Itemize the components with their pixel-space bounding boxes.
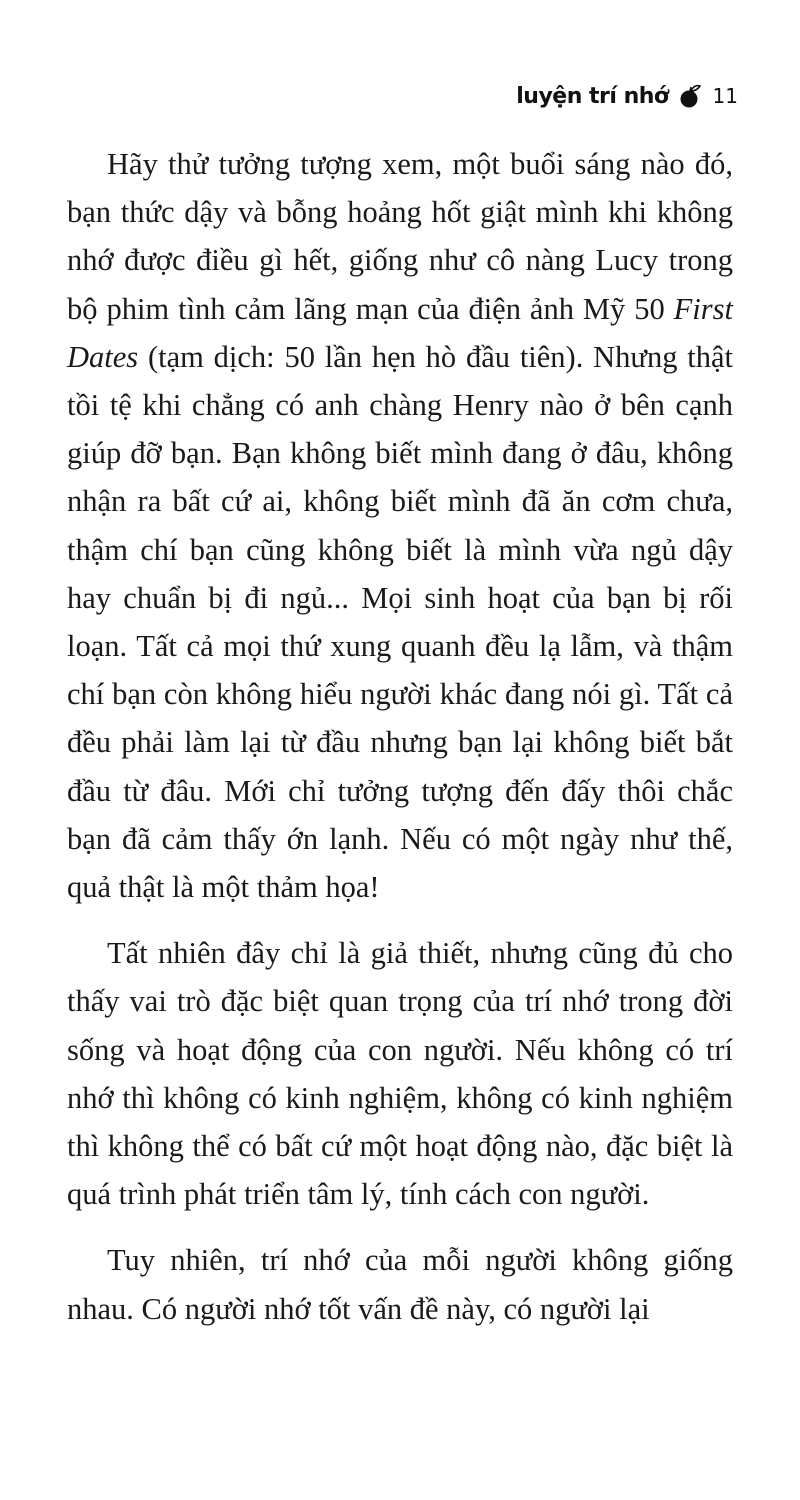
paragraph-1-text-after: (tạm dịch: 50 lần hẹn hò đầu tiên). Nhưng thật tồi tệ khi chẳng có anh chàng Henry nào ở bên cạnh giúp đỡ bạn. Bạn không biết mình đang ở đâu, không nhận ra bất cứ ai, không biết mình đã ăn cơm chưa, thậm chí bạn cũng không biết là mình vừa ngủ dậy hay chuẩn bị đi ngủ... Mọi sinh hoạt của bạn bị rối loạn. Tất cả mọi thứ xung quanh đều lạ lẫm, và thậm chí bạn còn không hiểu người khác đang nói gì. Tất cả đều phải làm lại từ đầu nhưng bạn lại không biết bắt đầu từ đâu. Mới chỉ tưởng tượng đến đấy thôi chắc bạn đã cảm thấy ớn lạnh. Nếu có một ngày như thế, quả thật là một thảm họa! [67,339,733,905]
paragraph-1-text-before: Hãy thử tưởng tượng xem, một buổi sáng nào đó, bạn thức dậy và bỗng hoảng hốt giật mình khi không nhớ được điều gì hết, giống như cô nàng Lucy trong bộ phim tình cảm lãng mạn của điện ảnh Mỹ 50 [67,147,733,326]
paragraph-2: Tất nhiên đây chỉ là giả thiết, nhưng cũng đủ cho thấy vai trò đặc biệt quan trọng của trí nhớ trong đời sống và hoạt động của con người. Nếu không có trí nhớ thì không có kinh nghiệm, không có kinh nghiệm thì không thể có bất cứ một hoạt động nào, đặc biệt là quá trình phát triển tâm lý, tính cách con người. [67,936,733,1212]
header-title: luyện trí nhớ [516,83,669,109]
paragraph-3: Tuy nhiên, trí nhớ của mỗi người không giống nhau. Có người nhớ tốt vấn đề này, có người lại [67,1243,733,1326]
page-number: 11 [712,84,738,108]
running-header [516,78,738,114]
movie-title: First Dates [67,291,733,374]
apple-with-leaf-icon [679,83,703,109]
body-text [67,140,733,1333]
paragraph-1 [67,140,733,911]
